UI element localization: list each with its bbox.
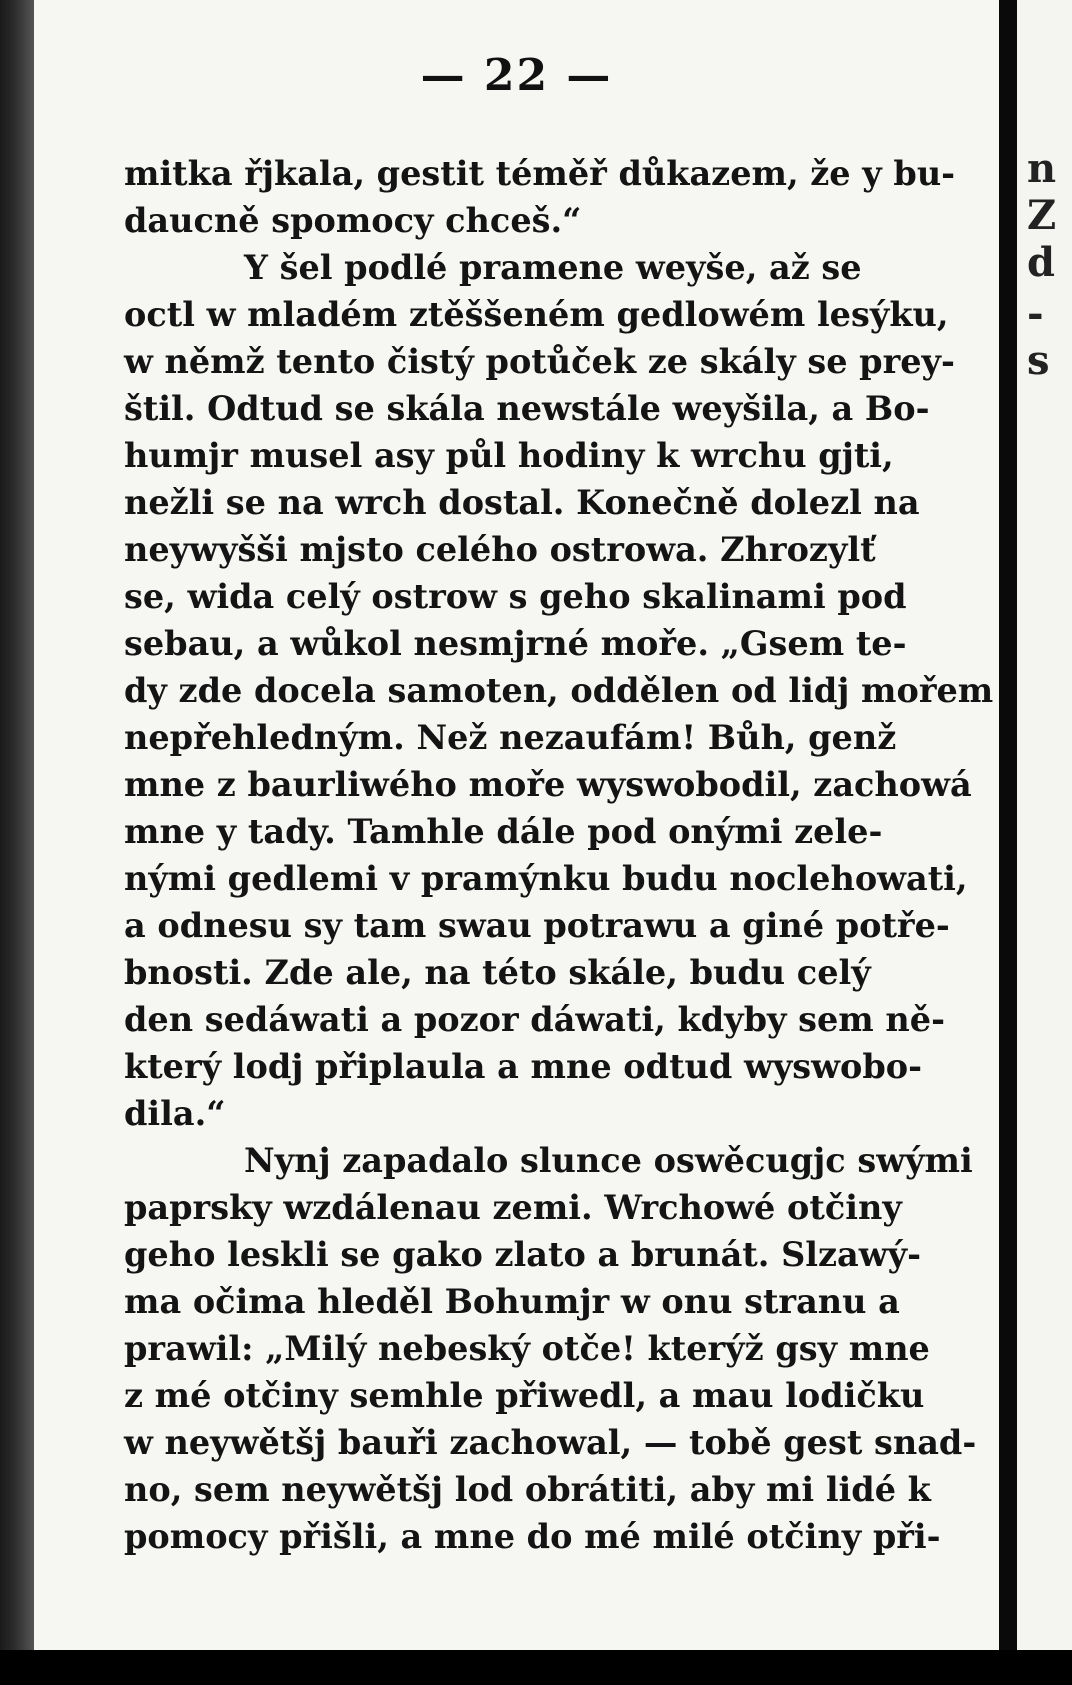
text-line: mne z baurliwého moře wyswobodil, zachowá	[124, 765, 972, 804]
text-line: dila.“	[124, 1094, 226, 1133]
text-line: daucně spomocy chceš.“	[124, 201, 582, 240]
text-line: humjr musel asy půl hodiny k wrchu gjti,	[124, 436, 894, 475]
next-page-edge	[1017, 0, 1072, 1685]
text-line: octl w mladém ztěššeném gedlowém lesýku,	[124, 295, 949, 334]
text-line: geho leskli se gako zlato a brunát. Slzawý-	[124, 1235, 921, 1274]
text-line: nepřehledným. Než nezaufám! Bůh, genž	[124, 718, 897, 757]
text-line: w neywětšj bauři zachowal, — tobě gest snad-	[124, 1423, 977, 1462]
text-line: štil. Odtud se skála newstále weyšila, a Bo-	[124, 389, 930, 428]
body-text	[124, 150, 1044, 1560]
next-page-fragment: n	[1027, 145, 1057, 192]
text-line: no, sem neywětšj lod obrátiti, aby mi lidé k	[124, 1470, 931, 1509]
page-number: — 22 —	[420, 50, 613, 101]
text-line: bnosti. Zde ale, na této skále, budu celý	[124, 953, 871, 992]
text-line: dy zde docela samoten, oddělen od lidj mořem	[124, 671, 994, 710]
text-line: nými gedlemi v pramýnku budu noclehowati,	[124, 859, 968, 898]
text-line: z mé otčiny semhle přiwedl, a mau lodičku	[124, 1376, 925, 1415]
text-line: Y šel podlé pramene weyše, až se	[244, 248, 862, 287]
text-line: prawil: „Milý nebeský otče! kterýž gsy mne	[124, 1329, 930, 1368]
next-page-fragment: -	[1027, 290, 1044, 337]
page-left-edge	[0, 0, 34, 1685]
text-line: Nynj zapadalo slunce oswěcugjc swými	[244, 1141, 973, 1180]
next-page-fragment: d	[1027, 239, 1055, 286]
text-line: se, wida celý ostrow s geho skalinami pod	[124, 577, 907, 616]
text-line: a odnesu sy tam swau potrawu a giné potře-	[124, 906, 950, 945]
text-line: mitka řjkala, gestit téměř důkazem, že y bu-	[124, 154, 956, 193]
text-line: w němž tento čistý potůček ze skály se prey-	[124, 342, 955, 381]
text-line: paprsky wzdálenau zemi. Wrchowé otčiny	[124, 1188, 902, 1227]
next-page-fragment: s	[1027, 337, 1050, 384]
text-line: nežli se na wrch dostal. Konečně dolezl na	[124, 483, 920, 522]
text-line: který lodj připlaula a mne odtud wyswobo-	[124, 1047, 923, 1086]
bottom-shadow	[0, 1650, 1072, 1685]
text-line: pomocy přišli, a mne do mé milé otčiny při-	[124, 1517, 941, 1556]
text-line: den sedáwati a pozor dáwati, kdyby sem ně-	[124, 1000, 945, 1039]
next-page-fragment: Z	[1027, 192, 1057, 239]
text-line: sebau, a wůkol nesmjrné moře. „Gsem te-	[124, 624, 907, 663]
text-line: neywyšši mjsto celého ostrowa. Zhrozylť	[124, 530, 876, 569]
book-page	[34, 0, 999, 1685]
text-line: ma očima hleděl Bohumjr w onu stranu a	[124, 1282, 900, 1321]
book-gutter	[999, 0, 1017, 1685]
text-line: mne y tady. Tamhle dále pod onými zele-	[124, 812, 883, 851]
